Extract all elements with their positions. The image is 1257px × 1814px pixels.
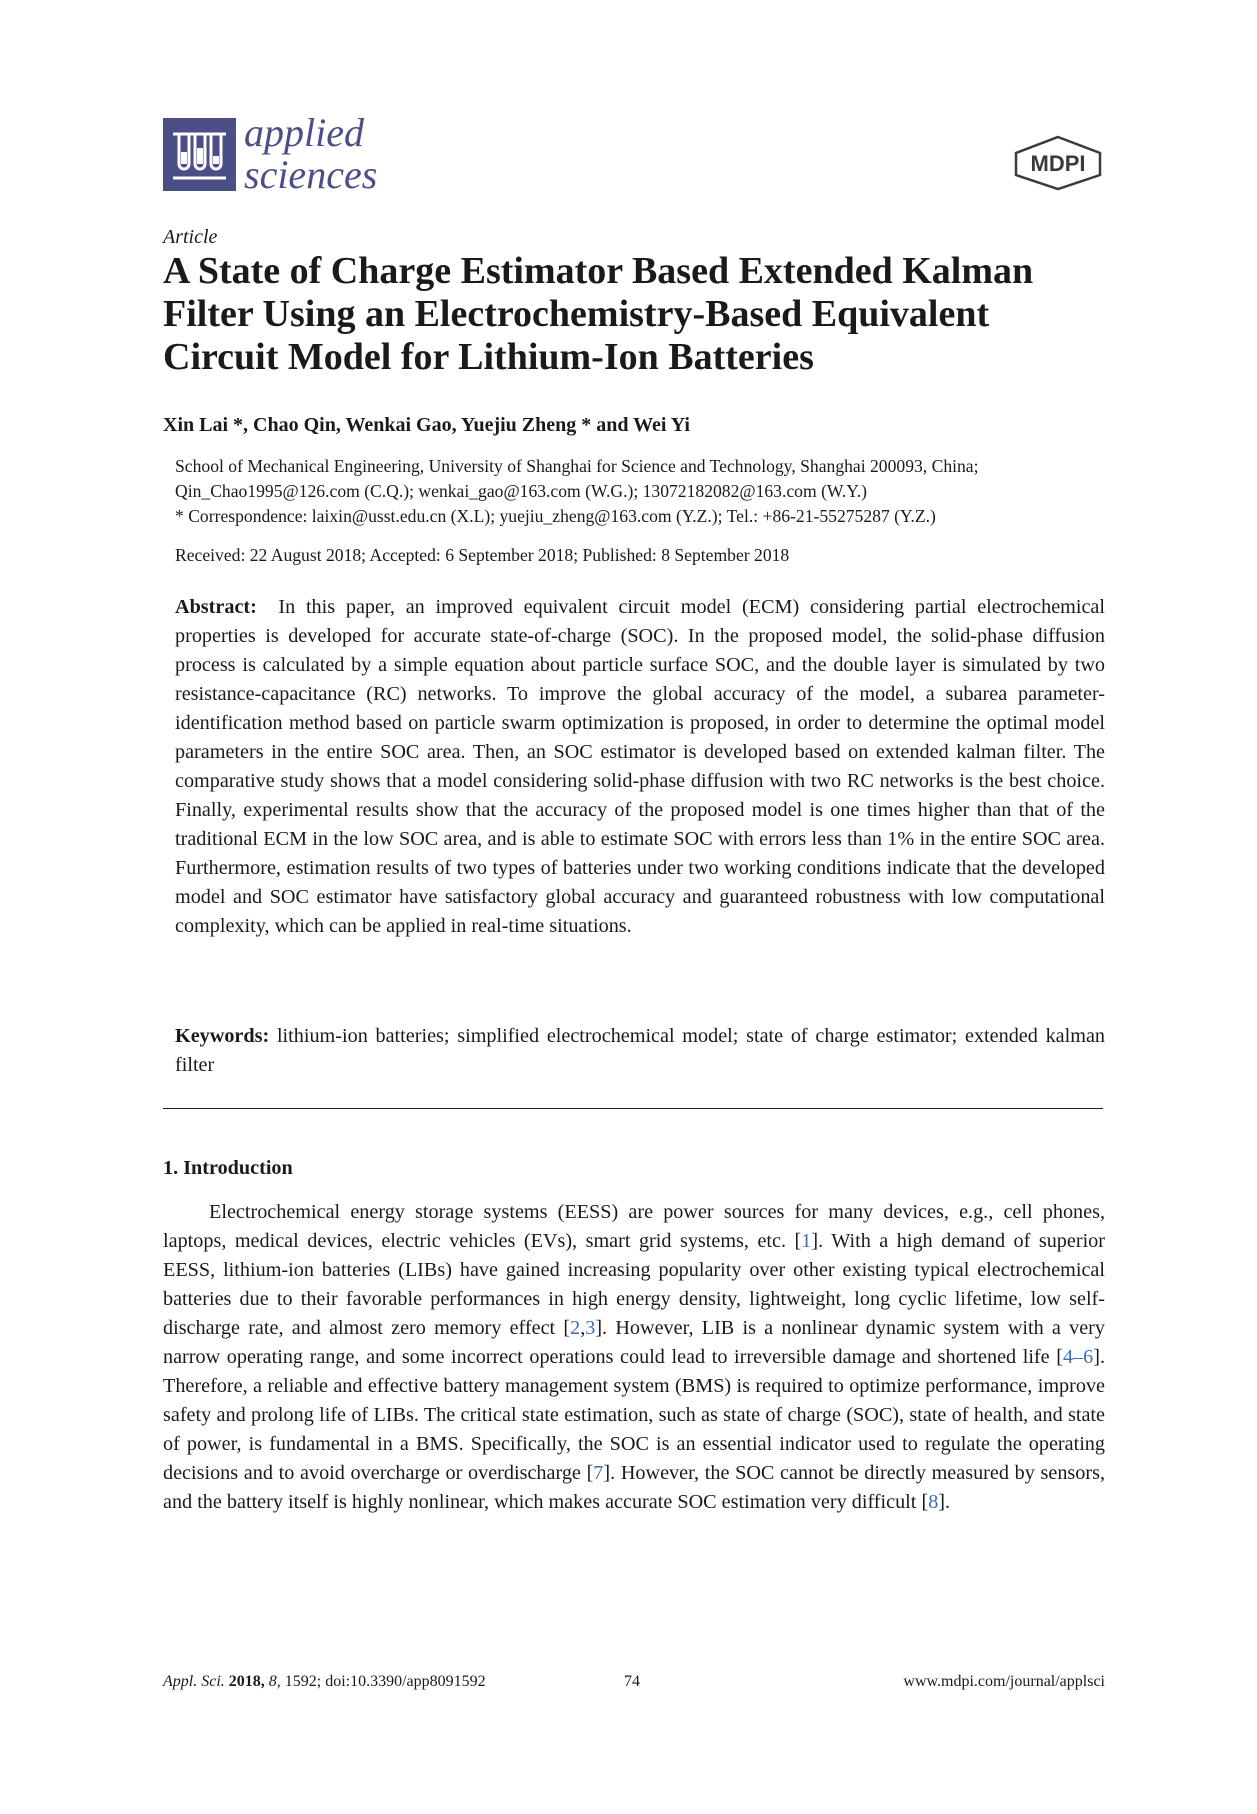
publication-dates: Received: 22 August 2018; Accepted: 6 September 2018; Published: 8 September 2018	[175, 545, 790, 565]
keywords-label: Keywords:	[175, 1025, 270, 1047]
article-type: Article	[163, 226, 218, 248]
intro-text: Electrochemical energy storage systems (EESS) are power sources for many devices, e.g., cell phones, laptops, medical devices, electric vehicles (EVs), smart grid systems, etc. [	[163, 1201, 1105, 1252]
citation-link[interactable]: 2	[570, 1317, 581, 1339]
section-divider	[163, 1108, 1103, 1109]
footer-citation	[163, 1673, 486, 1691]
intro-text: ]. With a high demand of superior EESS, lithium-ion batteries (LIBs) have gained increasing popularity over other existing typical electrochemical batteries due to their favorable performances in high energy density, lightweight, long cyclic lifetime, low self-discharge rate, and almost zero memory effect [	[163, 1230, 1106, 1339]
journal-name-line2: sciences	[244, 152, 378, 197]
abstract-text: In this paper, an improved equivalent circuit model (ECM) considering partial electrochemical properties is developed for accurate state-of-charge (SOC). In the proposed model, the solid-phase diffusion process is calculated by a simple equation about particle surface SOC, and the double layer is simulated by two resistance-capacitance (RC) networks. To improve the global accuracy of the model, a subarea parameter-identification method based on particle swarm optimization is proposed, in order to determine the optimal model parameters in the entire SOC area. Then, an SOC estimator is developed based on extended kalman filter. The comparative study shows that a model considering solid-phase diffusion with two RC networks is the best choice. Finally, experimental results show that the accuracy of the proposed model is one times higher than that of the traditional ECM in the low SOC area, and is able to estimate SOC with errors less than 1% in the entire SOC area. Furthermore, estimation results of two types of batteries under two working conditions indicate that the developed model and SOC estimator have satisfactory global accuracy and guaranteed robustness with low computational complexity, which can be applied in real-time situations.	[175, 596, 1105, 937]
footer-doi: 1592; doi:10.3390/app8091592	[280, 1673, 486, 1690]
citation-link[interactable]: 3	[585, 1317, 596, 1339]
affiliation: School of Mechanical Engineering, University of Shanghai for Science and Technology, Shanghai 200093, China; Qin_Chao1995@126.com (C.Q.); wenkai_gao@163.com (W.G.); 13072182082@163.com (W.Y.)	[175, 456, 979, 501]
abstract	[175, 593, 1105, 941]
intro-text: ]. Therefore, a reliable and effective battery management system (BMS) is required to optimize performance, improve safety and prolong life of LIBs. The critical state estimation, such as state of charge (SOC), state of health, and state of power, is fundamental in a BMS. Specifically, the SOC is an essential indicator used to regulate the operating decisions and to avoid overcharge or overdischarge [	[163, 1346, 1105, 1484]
journal-name	[244, 112, 377, 196]
citation-link[interactable]: 8	[928, 1491, 939, 1513]
intro-text: ]. However, the SOC cannot be directly measured by sensors, and the battery itself is highly nonlinear, which makes accurate SOC estimation very difficult [	[163, 1462, 1105, 1513]
citation-link[interactable]: 4–6	[1062, 1346, 1094, 1368]
publisher-label: MDPI	[1030, 151, 1086, 176]
page-number: 74	[624, 1673, 640, 1690]
citation-link[interactable]: 1	[801, 1230, 812, 1252]
journal-name-line1: applied	[244, 110, 364, 155]
keywords-text: lithium-ion batteries; simplified electrochemical model; state of charge estimator; extended kalman filter	[175, 1025, 1105, 1076]
citation-link[interactable]: 7	[593, 1462, 604, 1484]
footer-year: 2018,	[228, 1673, 265, 1690]
journal-url[interactable]: www.mdpi.com/journal/applsci	[903, 1673, 1105, 1690]
authors: Xin Lai *, Chao Qin, Wenkai Gao, Yuejiu Zheng * and Wei Yi	[163, 414, 690, 436]
footer-journal: Appl. Sci.	[163, 1673, 225, 1690]
intro-text: ].	[938, 1491, 951, 1513]
keywords	[175, 1022, 1105, 1080]
introduction-paragraph	[163, 1198, 1105, 1517]
journal-logo-icon	[163, 118, 236, 191]
footer-volume: 8,	[268, 1673, 281, 1690]
abstract-label: Abstract:	[175, 596, 257, 618]
intro-text: ]. However, LIB is a nonlinear dynamic system with a very narrow operating range, and some incorrect operations could lead to irreversible damage and shortened life [	[163, 1317, 1105, 1368]
intro-text: ,	[580, 1317, 586, 1339]
correspondence: * Correspondence: laixin@usst.edu.cn (X.L); yuejiu_zheng@163.com (Y.Z.); Tel.: +86-21-55275287 (Y.Z.)	[175, 506, 936, 526]
section-heading: 1. Introduction	[163, 1157, 293, 1179]
article-title: A State of Charge Estimator Based Extended Kalman Filter Using an Electrochemistry-Based Equivalent Circuit Model for Lithium-Ion Batteries	[163, 250, 1034, 378]
mdpi-logo-icon	[1012, 135, 1104, 191]
